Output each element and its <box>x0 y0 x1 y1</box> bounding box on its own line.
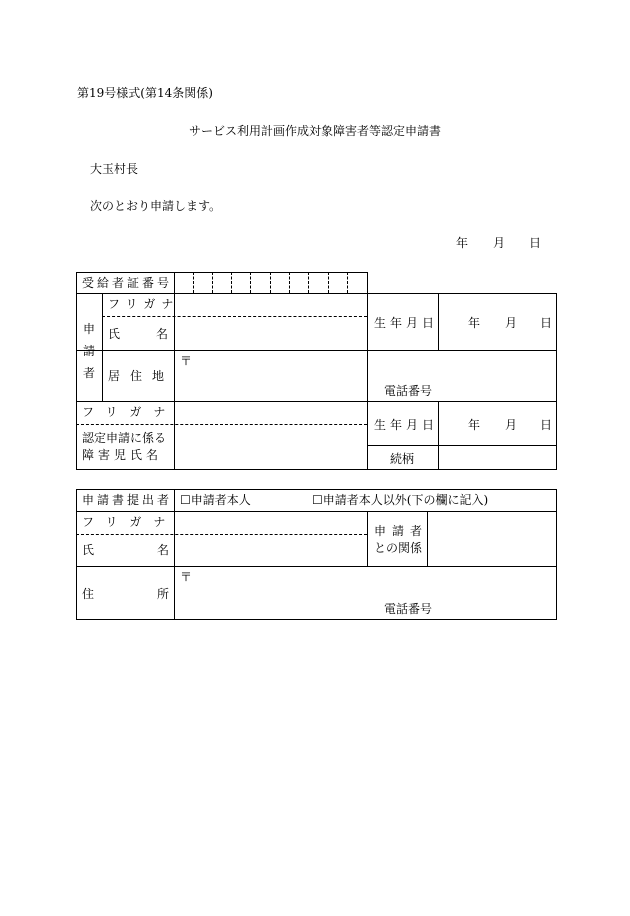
addressee: 大玉村長 <box>90 162 139 176</box>
option-other-checkbox[interactable]: ☐申請者本人以外(下の欄に記入) <box>312 493 489 507</box>
child-birth-day-label: 日 <box>540 418 553 432</box>
submitter-furigana-label: フリガナ <box>82 515 178 529</box>
birth-year-label: 年 <box>468 316 481 330</box>
relationship-label: 続柄 <box>390 452 415 466</box>
form-number: 第19号様式(第14条関係) <box>77 86 213 100</box>
relation-label-1: 申請者 <box>374 524 429 538</box>
relation-label-2: との関係 <box>374 541 423 555</box>
submitter-address-left: 住 <box>82 587 95 601</box>
phone-label: 電話番号 <box>384 384 433 398</box>
child-birth-year-label: 年 <box>468 418 481 432</box>
submitter-name-right: 名 <box>157 543 170 557</box>
submitter-label: 申請書提出者 <box>82 493 173 507</box>
submitter-phone-label: 電話番号 <box>384 602 433 616</box>
birth-day-label: 日 <box>540 316 553 330</box>
child-furigana-label: フリガナ <box>82 405 178 419</box>
postal-mark: 〒 <box>180 354 193 368</box>
child-name-label-2: 障害児氏名 <box>82 448 163 462</box>
birth-date-label: 生年月日 <box>374 316 439 330</box>
document-title: サービス利用計画作成対象障害者等認定申請書 <box>189 124 442 138</box>
date-month-label: 月 <box>493 236 506 250</box>
child-name-label-1: 認定申請に係る <box>82 431 167 445</box>
submitter-name-left: 氏 <box>82 543 95 557</box>
submitter-address-right: 所 <box>157 587 170 601</box>
option-self-checkbox[interactable]: ☐申請者本人 <box>180 493 251 507</box>
child-birth-date-label: 生年月日 <box>374 418 439 432</box>
submitter-postal-mark: 〒 <box>180 570 193 584</box>
recipient-cert-label: 受給者証番号 <box>82 276 173 290</box>
address-label: 居住地 <box>108 369 175 383</box>
child-birth-month-label: 月 <box>505 418 518 432</box>
furigana-label: フリガナ <box>108 297 180 311</box>
date-year-label: 年 <box>456 236 469 250</box>
birth-month-label: 月 <box>505 316 518 330</box>
date-day-label: 日 <box>529 236 542 250</box>
intro-text: 次のとおり申請します。 <box>90 199 222 213</box>
applicant-label: 申請者 <box>83 322 96 380</box>
